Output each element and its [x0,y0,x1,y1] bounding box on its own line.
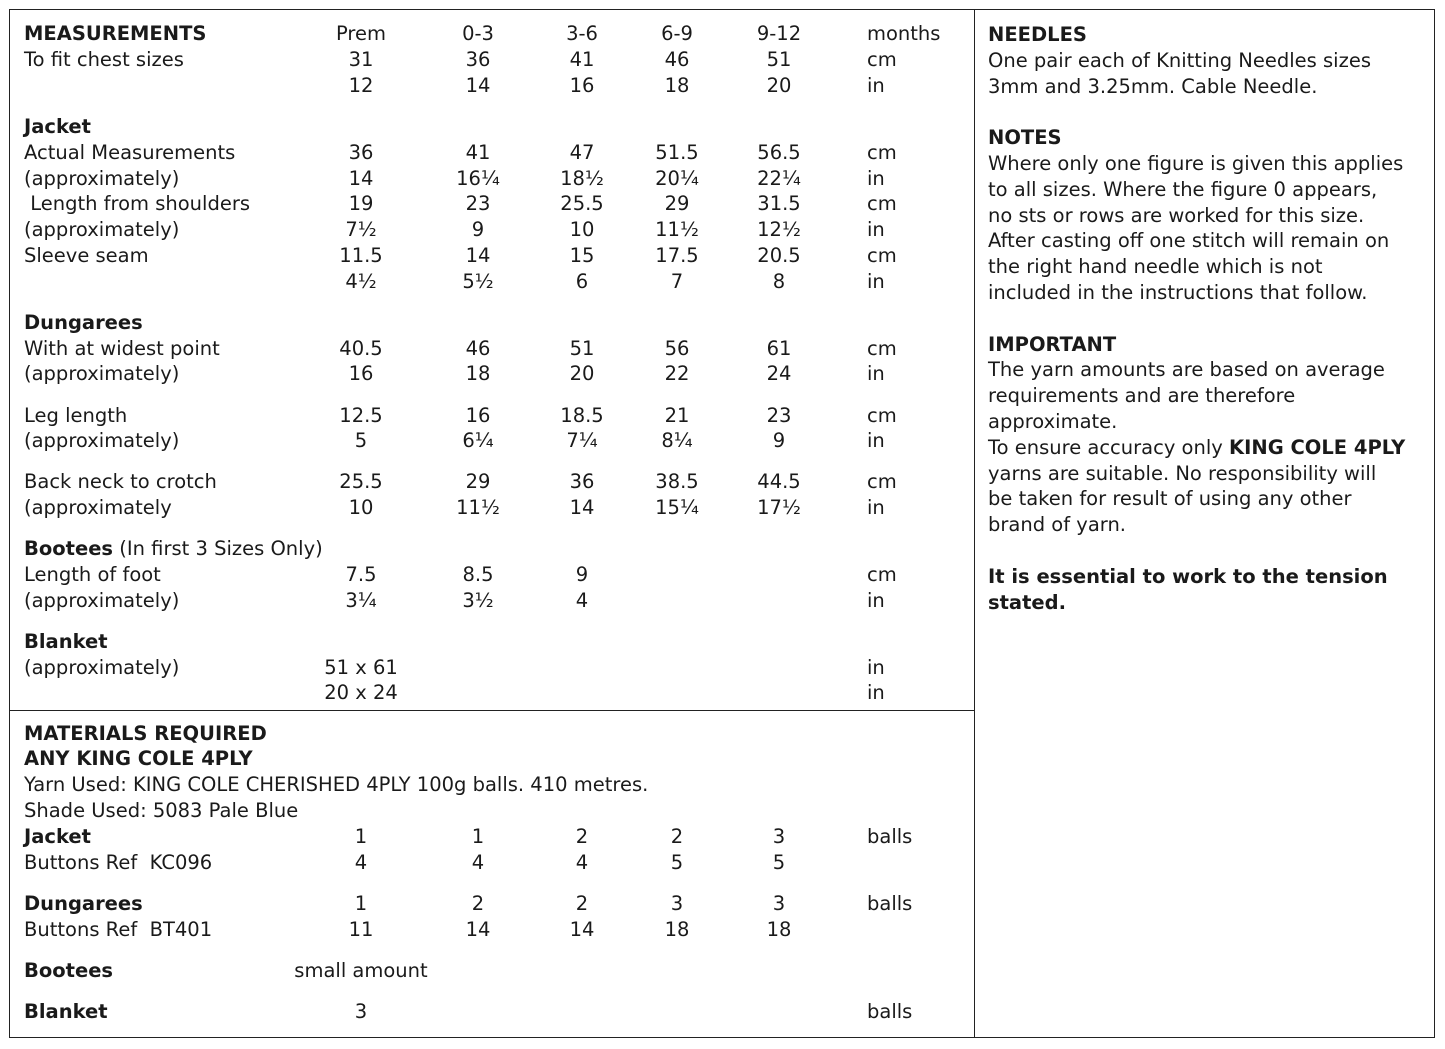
cell: 12½ [757,218,801,241]
row-label: (approximately) [24,656,180,679]
notes-title: NOTES [988,126,1062,150]
cell: 31 [348,48,374,71]
cell: 5 [670,851,684,874]
cell: 36 [348,141,374,164]
cell: 41 [465,141,491,164]
cell: 3¼ [345,589,377,612]
unit: in [867,429,885,452]
cell: 61 [766,337,792,360]
row-label: To fit chest sizes [24,48,184,71]
cell: 5 [772,851,786,874]
cell: 2 [575,825,589,848]
cell: small amount [294,959,428,982]
cell: 10 [569,218,595,241]
unit: in [867,362,885,385]
unit: cm [867,244,897,267]
row-label: Back neck to crotch [24,470,217,493]
cell: 36 [569,470,595,493]
important-text: yarns are suitable. No responsibility will [988,461,1377,485]
important-brand: KING COLE 4PLY [1229,435,1406,459]
cell: 2 [471,892,485,915]
cell: 9 [575,563,589,586]
bootees-heading: Bootees [24,537,114,560]
cell: 31.5 [757,192,801,215]
cell: 38.5 [655,470,699,493]
sizes-unit: months [867,22,941,45]
cell: 46 [465,337,491,360]
cell: 9 [471,218,485,241]
unit: balls [867,892,913,915]
cell: 15 [569,244,595,267]
cell: 14 [348,167,374,190]
size-header: 6-9 [661,22,693,45]
cell: 4 [354,851,368,874]
cell: 16 [348,362,374,385]
cell: 18 [766,918,792,941]
cell: 22 [664,362,690,385]
important-text-line [988,435,1428,461]
cell: 3 [354,1000,368,1023]
cell: 3 [772,825,786,848]
row-label: Actual Measurements [24,141,236,164]
row-label: (approximately) [24,429,180,452]
needles-text: One pair each of Knitting Needles sizes [988,48,1371,72]
row-label: Sleeve seam [24,244,149,267]
notes-text: After casting off one stitch will remain on [988,229,1390,253]
cell: 4 [471,851,485,874]
cell: 12 [348,74,374,97]
needles-title: NEEDLES [988,23,1087,46]
cell: 40.5 [339,337,383,360]
spacer [988,99,1428,125]
cell: 20 x 24 [324,681,398,704]
cell: 20.5 [757,244,801,267]
row-label: Buttons Ref BT401 [24,918,213,941]
spacer [988,538,1428,564]
cell: 12.5 [339,404,383,427]
dungarees-heading: Dungarees [24,311,143,334]
cell: 14 [569,496,595,519]
cell: 2 [670,825,684,848]
important-text: The yarn amounts are based on average [988,358,1385,382]
cell: 9 [772,429,786,452]
cell: 17½ [757,496,801,519]
cell: 25.5 [339,470,383,493]
cell: 4 [575,589,589,612]
unit: in [867,74,885,97]
row-label: Length of foot [24,563,161,586]
cell: 47 [569,141,595,164]
row-label: (approximately) [24,589,180,612]
cell: 14 [465,74,491,97]
size-header: Prem [336,22,386,45]
cell: 4 [575,851,589,874]
row-label: Leg length [24,404,128,427]
cell: 36 [465,48,491,71]
row-label: Buttons Ref KC096 [24,851,213,874]
cell: 51 [766,48,792,71]
column-divider [974,9,975,1038]
cell: 14 [465,244,491,267]
size-header: 0-3 [462,22,494,45]
cell: 14 [569,918,595,941]
cell: 56 [664,337,690,360]
cell: 16¼ [456,167,500,190]
cell: 18 [465,362,491,385]
important-text: brand of yarn. [988,513,1126,537]
cell: 7 [670,270,684,293]
cell: 2 [575,892,589,915]
cell: 44.5 [757,470,801,493]
bootees-heading-wrap [24,536,323,562]
yarn-used: Yarn Used: KING COLE CHERISHED 4PLY 100g balls. 410 metres. [24,773,649,796]
cell: 14 [465,918,491,941]
unit: in [867,270,885,293]
cell: 8¼ [661,429,693,452]
cell: 16 [465,404,491,427]
cell: 23 [766,404,792,427]
cell: 3 [670,892,684,915]
cell: 51 x 61 [324,656,398,679]
cell: 22¼ [757,167,801,190]
cell: 41 [569,48,595,71]
cell: 6¼ [462,429,494,452]
row-label: Bootees [24,959,114,982]
cell: 4½ [345,270,377,293]
measurements-title: MEASUREMENTS [24,22,207,45]
blanket-heading: Blanket [24,630,108,653]
unit: in [867,496,885,519]
cell: 7½ [345,218,377,241]
cell: 20 [569,362,595,385]
cell: 18 [664,74,690,97]
important-text: requirements and are therefore [988,384,1296,408]
unit: cm [867,337,897,360]
row-label: Jacket [24,825,91,848]
unit: cm [867,192,897,215]
shade-used: Shade Used: 5083 Pale Blue [24,799,299,822]
cell: 6 [575,270,589,293]
tension-note: stated. [988,590,1066,614]
unit: cm [867,48,897,71]
tension-note: It is essential to work to the tension [988,564,1388,588]
important-title: IMPORTANT [988,332,1117,356]
notes-text: no sts or rows are worked for this size. [988,203,1365,227]
unit: cm [867,141,897,164]
row-label: (approximately) [24,218,180,241]
row-label: Blanket [24,1000,108,1023]
cell: 11½ [655,218,699,241]
cell: 5½ [462,270,494,293]
cell: 29 [465,470,491,493]
notes-column [988,22,1428,615]
unit: in [867,167,885,190]
row-label: (approximately [24,496,172,519]
cell: 5 [354,429,368,452]
cell: 16 [569,74,595,97]
cell: 3½ [462,589,494,612]
cell: 29 [664,192,690,215]
size-header: 9-12 [756,22,802,45]
cell: 56.5 [757,141,801,164]
size-header: 3-6 [566,22,598,45]
row-label: With at widest point [24,337,220,360]
notes-text: the right hand needle which is not [988,255,1323,279]
cell: 11 [348,918,374,941]
notes-text: to all sizes. Where the figure 0 appears, [988,177,1378,201]
cell: 20 [766,74,792,97]
bootees-note: (In first 3 Sizes Only) [113,537,323,560]
cell: 51 [569,337,595,360]
jacket-heading: Jacket [24,115,91,138]
notes-text: Where only one figure is given this applies [988,151,1404,175]
materials-title: MATERIALS REQUIRED [24,722,267,745]
unit: in [867,656,885,679]
cell: 15¼ [655,496,699,519]
cell: 1 [471,825,485,848]
cell: 20¼ [655,167,699,190]
notes-text: included in the instructions that follow. [988,280,1368,304]
needles-text: 3mm and 3.25mm. Cable Needle. [988,74,1318,98]
section-divider [9,710,975,711]
cell: 10 [348,496,374,519]
unit: cm [867,404,897,427]
cell: 1 [354,892,368,915]
cell: 7¼ [566,429,598,452]
cell: 11½ [456,496,500,519]
cell: 17.5 [655,244,699,267]
cell: 18½ [560,167,604,190]
cell: 46 [664,48,690,71]
cell: 25.5 [560,192,604,215]
cell: 23 [465,192,491,215]
unit: in [867,218,885,241]
row-label: Length from shoulders [24,192,251,215]
cell: 7.5 [345,563,377,586]
unit: balls [867,825,913,848]
cell: 24 [766,362,792,385]
row-label: (approximately) [24,167,180,190]
unit: in [867,589,885,612]
important-text: approximate. [988,409,1118,433]
spacer [988,306,1428,332]
cell: 3 [772,892,786,915]
cell: 19 [348,192,374,215]
unit: balls [867,1000,913,1023]
cell: 1 [354,825,368,848]
important-text: To ensure accuracy only [988,435,1230,459]
unit: in [867,681,885,704]
cell: 8.5 [462,563,494,586]
unit: cm [867,563,897,586]
cell: 18 [664,918,690,941]
row-label: Dungarees [24,892,143,915]
row-label: (approximately) [24,362,180,385]
cell: 11.5 [339,244,383,267]
important-text: be taken for result of using any other [988,487,1352,511]
cell: 21 [664,404,690,427]
materials-subtitle: ANY KING COLE 4PLY [24,747,253,770]
unit: cm [867,470,897,493]
cell: 8 [772,270,786,293]
cell: 51.5 [655,141,699,164]
cell: 18.5 [560,404,604,427]
